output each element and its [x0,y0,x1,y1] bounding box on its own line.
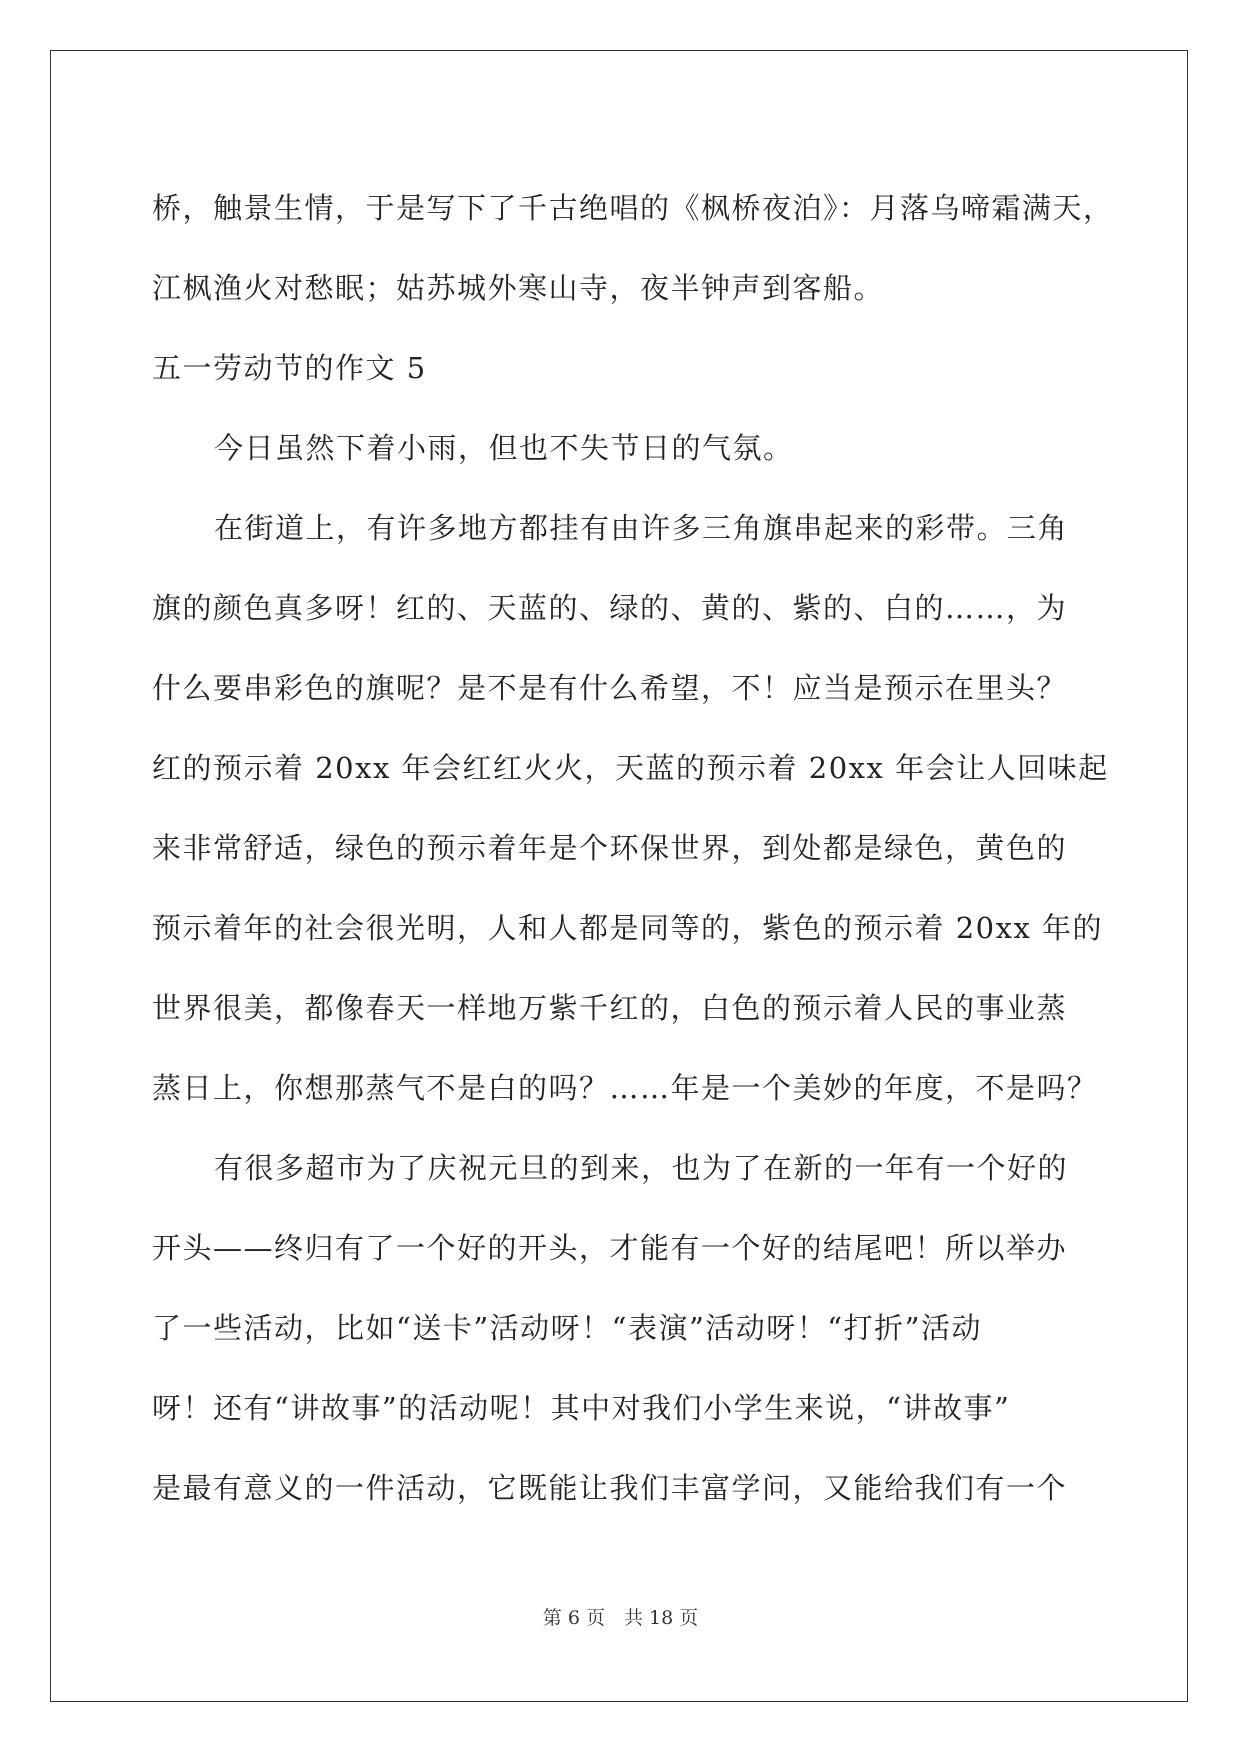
text-line: 呀！还有“讲故事”的活动呢！其中对我们小学生来说，“讲故事” [152,1391,1011,1425]
text-line: 蒸日上，你想那蒸气不是白的吗？……年是一个美妙的年度，不是吗？ [152,1071,1098,1105]
text-line: 是最有意义的一件活动，它既能让我们丰富学问，又能给我们有一个 [152,1471,1068,1505]
section-heading: 五一劳动节的作文 5 [152,351,427,385]
paragraph-first-line: 在街道上，有许多地方都挂有由许多三角旗串起来的彩带。三角 [214,511,1069,545]
text-line: 桥，触景生情，于是写下了千古绝唱的《枫桥夜泊》：月落乌啼霜满天， [152,191,1114,225]
text-line: 开头——终归有了一个好的开头，才能有一个好的结尾吧！所以举办 [152,1231,1068,1265]
paragraph-first-line: 有很多超市为了庆祝元旦的到来，也为了在新的一年有一个好的 [214,1151,1069,1185]
document-body [152,168,1114,1528]
text-line: 红的预示着 20xx 年会红红火火，天蓝的预示着 20xx 年会让人回味起 [152,751,1109,785]
text-line: 预示着年的社会很光明，人和人都是同等的，紫色的预示着 20xx 年的 [152,911,1104,945]
text-line: 旗的颜色真多呀！红的、天蓝的、绿的、黄的、紫的、白的……，为 [152,591,1068,625]
text-line: 什么要串彩色的旗呢？是不是有什么希望，不！应当是预示在里头？ [152,671,1068,705]
text-line: 了一些活动，比如“送卡”活动呀！“表演”活动呀！“打折”活动 [152,1311,982,1345]
page-number-footer: 第 6 页 共 18 页 [542,1607,699,1629]
text-line: 江枫渔火对愁眠；姑苏城外寒山寺，夜半钟声到客船。 [152,271,885,305]
paragraph-first-line: 今日虽然下着小雨，但也不失节日的气氛。 [214,431,794,465]
text-line: 世界很美，都像春天一样地万紫千红的，白色的预示着人民的事业蒸 [152,991,1068,1025]
text-line: 来非常舒适，绿色的预示着年是个环保世界，到处都是绿色，黄色的 [152,831,1068,865]
